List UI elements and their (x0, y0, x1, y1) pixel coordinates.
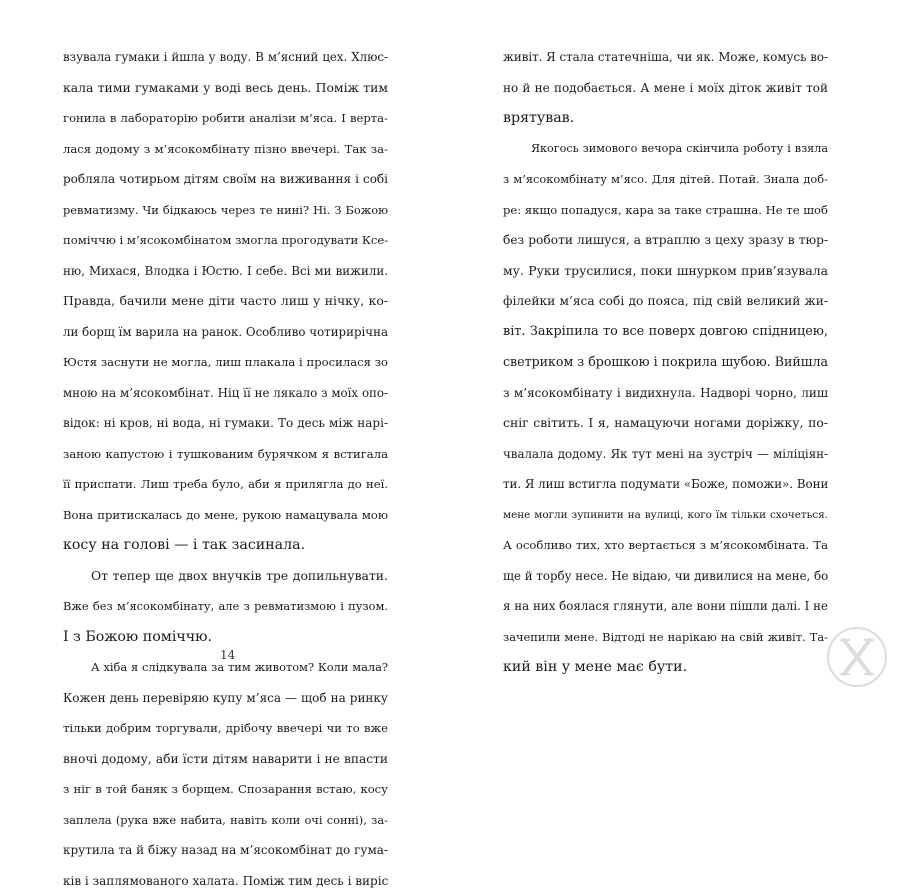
text-line: ню, Михася, Влодка і Юстю. І себе. Всі ми вижили. (63, 256, 388, 287)
text-line: кала тими гумаками у воді весь день. Поміж тим (63, 73, 388, 104)
text-line: з ніг в той баняк з борщем. Спозарання встаю, косу (63, 774, 388, 805)
text-line: віт. Закріпила то все поверх довгою спідницею, (503, 317, 828, 348)
text-line: ревматизму. Чи бідкаюсь через те нині? Ні. З Божою (63, 195, 388, 226)
text-line: лася додому з м’ясокомбінату пізно ввечері. Так за- (63, 134, 388, 165)
text-line: з м’ясокомбінату м’ясо. Для дітей. Потай. Знала доб- (503, 164, 828, 195)
text-line: ків і заплямованого халата. Поміж тим десь і виріс (63, 866, 388, 896)
text-line: Якогось зимового вечора скінчила роботу і взяла (503, 134, 828, 165)
text-line: кий він у мене має бути. (503, 652, 828, 683)
text-line: без роботи лишуся, а втраплю з цеху зразу в тюр- (503, 225, 828, 256)
text-line: От тепер ще двох внучків тре допильнувати. (63, 561, 388, 592)
right-page (450, 0, 900, 692)
text-line: з м’ясокомбінату і видихнула. Надворі чорно, лиш (503, 378, 828, 409)
text-line: зачепили мене. Відтоді не нарікаю на свій живіт. Та- (503, 622, 828, 653)
text-line: відок: ні кров, ні вода, ні гумаки. То десь між нарі- (63, 408, 388, 439)
text-line: вночі додому, аби їсти дітям наварити і не впасти (63, 744, 388, 775)
text-line: мене могли зупинити на вулиці, кого їм тільки схочеться. (503, 500, 828, 531)
text-line: А хіба я слідкувала за тим животом? Коли мала? (63, 652, 388, 683)
text-line: заною капустою і тушкованим бурячком я встигала (63, 439, 388, 470)
text-line: взувала гумаки і йшла у воду. В м’ясний цех. Хлюс- (63, 42, 388, 73)
text-line: Вже без м’ясокомбінату, але з ревматизмою і пузом. (63, 591, 388, 622)
text-line: живіт. Я стала статечніша, чи як. Може, комусь во- (503, 42, 828, 73)
text-line: ли борщ їм варила на ранок. Особливо чотирирічна (63, 317, 388, 348)
text-line: поміччю і м’ясокомбінатом змогла прогодувати Ксе- (63, 225, 388, 256)
text-line: мною на м’ясокомбінат. Ніц її не лякало з моїх опо- (63, 378, 388, 409)
text-line: врятував. (503, 103, 828, 134)
text-line: Вона притискалась до мене, рукою намацувала мою (63, 500, 388, 531)
text-line: сніг світить. І я, намацуючи ногами доріжку, по- (503, 408, 828, 439)
text-line: Кожен день перевіряю купу м’яса — щоб на ринку (63, 683, 388, 714)
text-line: Юстя заснути не могла, лиш плакала і просилася зо (63, 347, 388, 378)
left-text-column (63, 42, 388, 896)
text-line: му. Руки трусилися, поки шнурком прив’язувала (503, 256, 828, 287)
text-line: І з Божою поміччю. (63, 622, 388, 653)
text-line: чвалала додому. Як тут мені на зустріч — міліціян- (503, 439, 828, 470)
text-line: ще й торбу несе. Не відаю, чи дивилися на мене, бо (503, 561, 828, 592)
text-line: Правда, бачили мене діти часто лиш у нічку, ко- (63, 286, 388, 317)
text-line: светриком з брошкою і покрила шубою. Вийшла (503, 347, 828, 378)
right-text-column (503, 42, 828, 683)
text-line: її приспати. Лиш треба було, аби я прилягла до неї. (63, 469, 388, 500)
text-line: но й не подобається. А мене і моїх діток живіт той (503, 73, 828, 104)
left-page (0, 0, 450, 692)
text-line: косу на голові — і так засинала. (63, 530, 388, 561)
text-line: тільки добрим торгували, дрібочу ввечері чи то вже (63, 713, 388, 744)
text-line: філейки м’яса собі до пояса, під свій великий жи- (503, 286, 828, 317)
text-line: ти. Я лиш встигла подумати «Боже, поможи». Вони (503, 469, 828, 500)
text-line: заплела (рука вже набита, навіть коли очі сонні), за- (63, 805, 388, 836)
text-line: робляла чотирьом дітям своїм на виживання і собі (63, 164, 388, 195)
publisher-logo-icon (826, 626, 888, 688)
page-number: 14 (220, 648, 235, 662)
text-line: А особливо тих, хто вертається з м’ясокомбіната. Та (503, 530, 828, 561)
text-line: крутила та й біжу назад на м’ясокомбінат до гума- (63, 835, 388, 866)
text-line: гонила в лабораторію робити аналізи м’яса. І верта- (63, 103, 388, 134)
text-line: ре: якщо попадуся, кара за таке страшна. Не те шоб (503, 195, 828, 226)
text-line: я на них боялася глянути, але вони пішли далі. І не (503, 591, 828, 622)
